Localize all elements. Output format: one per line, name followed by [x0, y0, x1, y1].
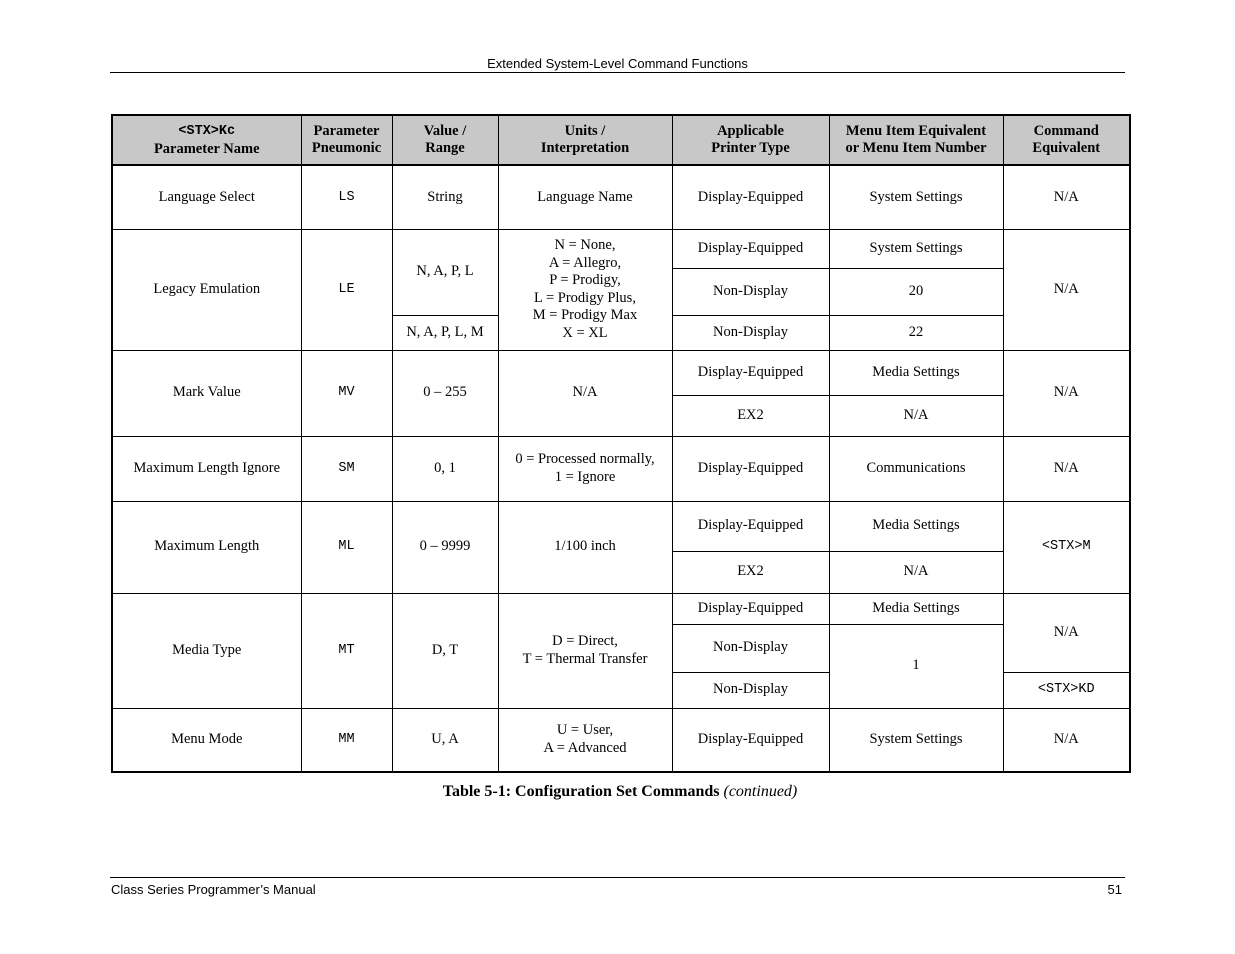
value-range: U, A	[392, 708, 498, 772]
printer-type: Display-Equipped	[672, 708, 829, 772]
pneumonic: ML	[301, 501, 392, 593]
units	[498, 229, 672, 350]
header-text: <STX>Kc	[178, 124, 236, 139]
value-range: 0 – 9999	[392, 501, 498, 593]
menu-item: Media Settings	[829, 350, 1003, 395]
menu-item: System Settings	[829, 165, 1003, 229]
configuration-table	[111, 114, 1131, 773]
menu-item: System Settings	[829, 708, 1003, 772]
units-line: 0 = Processed normally,	[515, 451, 655, 467]
menu-item: N/A	[829, 395, 1003, 436]
units-line: L = Prodigy Plus,	[534, 289, 636, 306]
table-caption	[111, 783, 1129, 801]
menu-item: N/A	[829, 551, 1003, 593]
header-text: Units /	[564, 122, 606, 139]
command-equivalent: N/A	[1003, 165, 1130, 229]
value-range: 0, 1	[392, 436, 498, 501]
units-line: T = Thermal Transfer	[522, 650, 648, 667]
col-header-value-range	[392, 115, 498, 165]
table-row	[112, 436, 1130, 501]
menu-item: 22	[829, 315, 1003, 350]
menu-item: System Settings	[829, 229, 1003, 268]
table-row	[112, 165, 1130, 229]
header-text: Menu Item Equivalent	[845, 122, 987, 139]
header-text: Parameter Name	[153, 140, 260, 157]
col-header-printer-type	[672, 115, 829, 165]
printer-type: EX2	[672, 551, 829, 593]
page-number: 51	[1107, 882, 1122, 897]
printer-type: Display-Equipped	[672, 165, 829, 229]
command-equivalent: N/A	[1003, 708, 1130, 772]
units: Language Name	[498, 165, 672, 229]
pneumonic: MV	[301, 350, 392, 436]
units-line: A = Advanced	[543, 739, 627, 756]
menu-item: Media Settings	[829, 593, 1003, 624]
table-header-row	[112, 115, 1130, 165]
printer-type: Non-Display	[672, 672, 829, 708]
units-line: U = User,	[556, 722, 614, 739]
pneumonic: LE	[301, 229, 392, 350]
parameter-name: Legacy Emulation	[112, 229, 301, 350]
parameter-name: Maximum Length Ignore	[112, 436, 301, 501]
units: 1/100 inch	[498, 501, 672, 593]
col-header-units	[498, 115, 672, 165]
col-header-menu-item	[829, 115, 1003, 165]
col-header-parameter-name	[112, 115, 301, 165]
table-row	[112, 593, 1130, 624]
menu-item: 20	[829, 268, 1003, 315]
units: N/A	[498, 350, 672, 436]
command-equivalent: <STX>M	[1003, 501, 1130, 593]
table-row	[112, 229, 1130, 268]
units-line: P = Prodigy,	[549, 272, 621, 288]
units	[498, 708, 672, 772]
footer-rule	[110, 877, 1125, 878]
col-header-command	[1003, 115, 1130, 165]
header-text: or Menu Item Number	[845, 140, 987, 156]
menu-item: Media Settings	[829, 501, 1003, 551]
units-line: N = None,	[554, 237, 616, 253]
parameter-name: Mark Value	[112, 350, 301, 436]
units	[498, 593, 672, 708]
units	[498, 436, 672, 501]
header-rule	[110, 72, 1125, 73]
pneumonic: MM	[301, 708, 392, 772]
units-line: X = XL	[562, 324, 608, 341]
printer-type: Non-Display	[672, 268, 829, 315]
command-equivalent: <STX>KD	[1003, 672, 1130, 708]
caption-continued: (continued)	[723, 783, 798, 800]
value-range: String	[392, 165, 498, 229]
printer-type: Non-Display	[672, 315, 829, 350]
units-line: D = Direct,	[552, 633, 618, 649]
value-range: N, A, P, L	[392, 229, 498, 315]
menu-item: 1	[829, 624, 1003, 708]
running-header: Extended System-Level Command Functions	[487, 56, 748, 71]
printer-type: Display-Equipped	[672, 229, 829, 268]
table-row	[112, 708, 1130, 772]
value-range: 0 – 255	[392, 350, 498, 436]
printer-type: Display-Equipped	[672, 350, 829, 395]
header-text: Parameter	[313, 122, 380, 139]
parameter-name: Menu Mode	[112, 708, 301, 772]
footer-manual-title: Class Series Programmer’s Manual	[111, 882, 316, 897]
command-equivalent: N/A	[1003, 436, 1130, 501]
printer-type: EX2	[672, 395, 829, 436]
header-text: Applicable	[717, 122, 784, 139]
header-text: Printer Type	[711, 140, 790, 156]
table-row	[112, 350, 1130, 395]
pneumonic: LS	[301, 165, 392, 229]
printer-type: Display-Equipped	[672, 501, 829, 551]
units-line: 1 = Ignore	[554, 468, 616, 485]
header-text: Pneumonic	[311, 140, 382, 156]
value-range: N, A, P, L, M	[392, 315, 498, 350]
parameter-name: Language Select	[112, 165, 301, 229]
menu-item: Communications	[829, 436, 1003, 501]
pneumonic: SM	[301, 436, 392, 501]
printer-type: Non-Display	[672, 624, 829, 672]
command-equivalent: N/A	[1003, 350, 1130, 436]
header-text: Command	[1033, 122, 1099, 139]
caption-title: Table 5-1: Configuration Set Commands	[442, 783, 720, 800]
header-text: Interpretation	[540, 140, 630, 156]
parameter-name: Media Type	[112, 593, 301, 708]
col-header-pneumonic	[301, 115, 392, 165]
parameter-name: Maximum Length	[112, 501, 301, 593]
header-text: Range	[425, 140, 465, 156]
printer-type: Display-Equipped	[672, 593, 829, 624]
header-text: Equivalent	[1032, 140, 1101, 156]
units-line: A = Allegro,	[548, 254, 622, 271]
units-line: M = Prodigy Max	[532, 307, 638, 323]
printer-type: Display-Equipped	[672, 436, 829, 501]
command-equivalent: N/A	[1003, 229, 1130, 350]
value-range: D, T	[392, 593, 498, 708]
table-row	[112, 501, 1130, 551]
pneumonic: MT	[301, 593, 392, 708]
header-text: Value /	[423, 122, 467, 139]
command-equivalent: N/A	[1003, 593, 1130, 672]
